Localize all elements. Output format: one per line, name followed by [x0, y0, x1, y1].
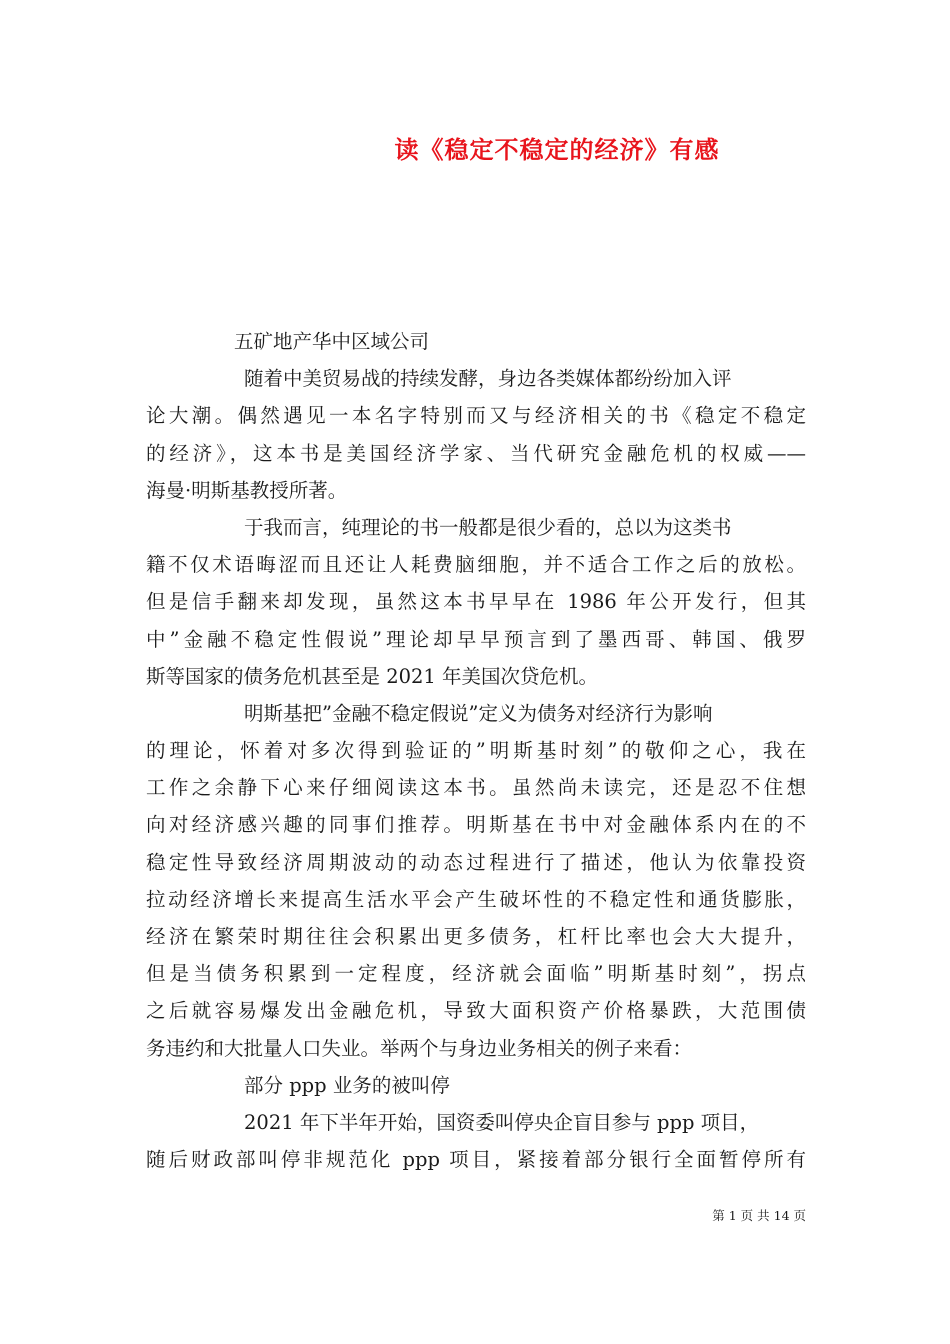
- paragraph-line: 之后就容易爆发出金融危机，导致大面积资产价格暴跌，大范围债: [146, 999, 806, 1023]
- document-body: [146, 323, 806, 1178]
- paragraph-line: 海曼·明斯基教授所著。: [146, 478, 348, 502]
- paragraph-2: [146, 509, 806, 695]
- paragraph-line: 明斯基把”金融不稳定假说”定义为债务对经济行为影响: [244, 701, 713, 725]
- paragraph-line: 但是当债务积累到一定程度，经济就会面临”明斯基时刻”，拐点: [146, 962, 806, 986]
- author-line: 五矿地产华中区域公司: [234, 330, 430, 353]
- paragraph-line: 于我而言，纯理论的书一般都是很少看的，总以为这类书: [244, 515, 732, 539]
- paragraph-line: 论大潮。偶然遇见一本名字特别而又与经济相关的书《稳定不稳定: [146, 404, 806, 428]
- paragraph-line: 随着中美贸易战的持续发酵，身边各类媒体都纷纷加入评: [244, 367, 732, 391]
- paragraph-line: 的理论，怀着对多次得到验证的”明斯基时刻”的敬仰之心，我在: [146, 739, 806, 763]
- paragraph-1: [146, 360, 806, 509]
- paragraph-line: 务违约和大批量人口失业。举两个与身边业务相关的例子来看：: [146, 1036, 693, 1060]
- paragraph-line: 向对经济感兴趣的同事们推荐。明斯基在书中对金融体系内在的不: [146, 813, 806, 837]
- paragraph-line: 稳定性导致经济周期波动的动态过程进行了描述，他认为依靠投资: [146, 850, 806, 874]
- document-title: 读《稳定不稳定的经济》有感: [394, 136, 720, 164]
- page-number-footer: 第 1 页 共 14 页: [712, 1208, 806, 1223]
- paragraph-line: 籍不仅术语晦涩而且还让人耗费脑细胞，并不适合工作之后的放松。: [146, 553, 806, 577]
- paragraph-line: 中”金融不稳定性假说”理论却早早预言到了墨西哥、韩国、俄罗: [146, 627, 806, 651]
- paragraph-line: 但是信手翻来却发现，虽然这本书早早在 1986 年公开发行，但其: [146, 590, 806, 614]
- paragraph-3: [146, 695, 806, 1067]
- paragraph-line: 拉动经济增长来提高生活水平会产生破坏性的不稳定性和通货膨胀，: [146, 887, 806, 911]
- paragraph-line: 经济在繁荣时期往往会积累出更多债务，杠杆比率也会大大提升，: [146, 925, 806, 948]
- paragraph-line: 的经济》，这本书是美国经济学家、当代研究金融危机的权威——: [146, 441, 806, 465]
- paragraph-line: 随后财政部叫停非规范化 ppp 项目，紧接着部分银行全面暂停所有: [146, 1148, 806, 1172]
- paragraph-line: 斯等国家的债务危机甚至是 2021 年美国次贷危机。: [146, 664, 599, 688]
- paragraph-line: 2021 年下半年开始，国资委叫停央企盲目参与 ppp 项目，: [244, 1110, 760, 1134]
- paragraph-line: 工作之余静下心来仔细阅读这本书。虽然尚未读完，还是忍不住想: [146, 776, 806, 800]
- paragraph-4: [146, 1104, 806, 1178]
- section-heading: 部分 ppp 业务的被叫停: [244, 1073, 450, 1097]
